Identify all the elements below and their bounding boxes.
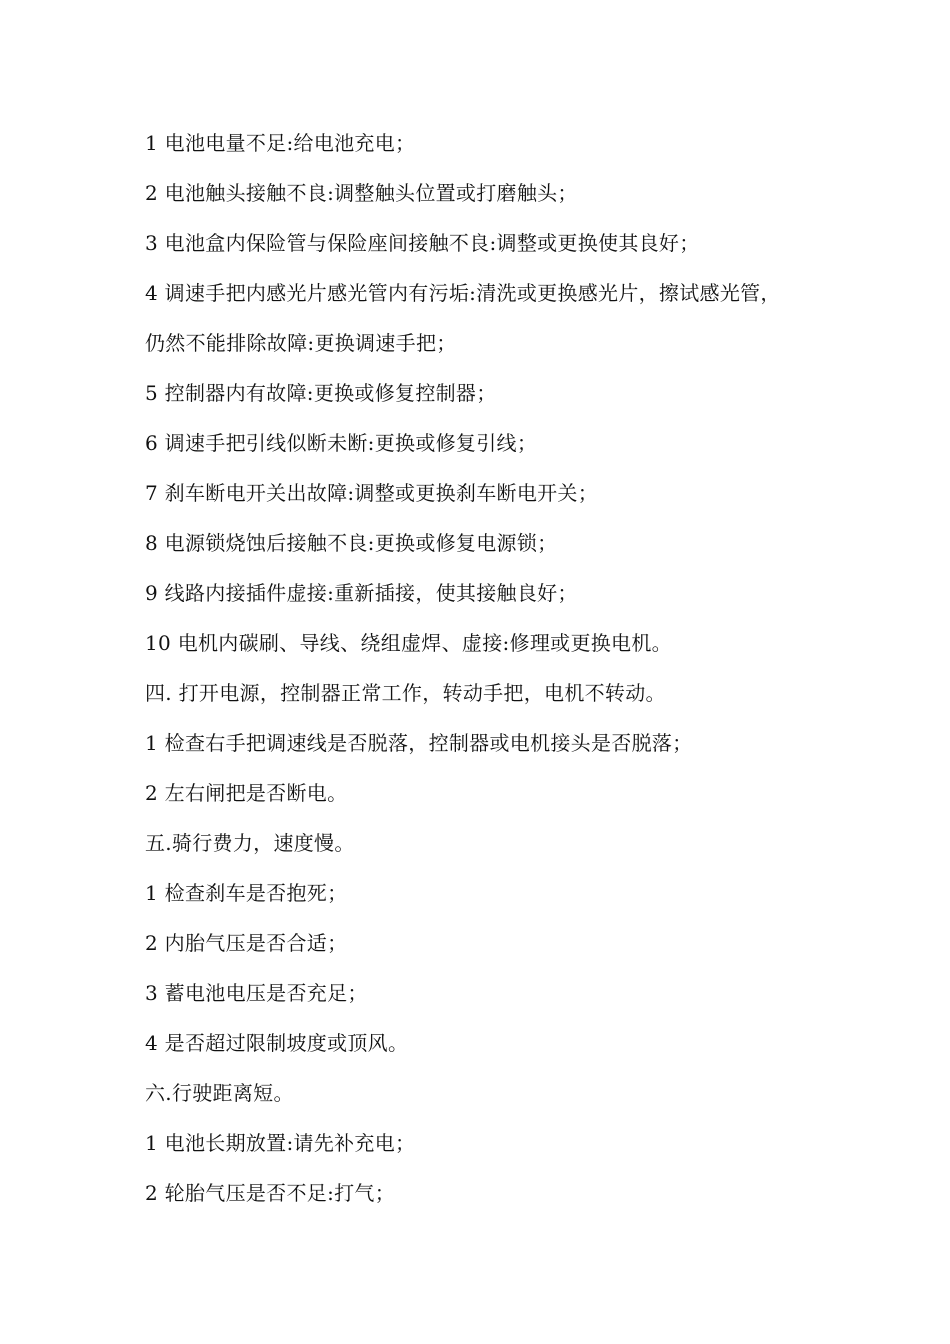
section-heading: 六.行驶距离短。 (145, 1081, 294, 1105)
text-line: 9 线路内接插件虚接:重新插接，使其接触良好； (145, 581, 578, 605)
text-line: 1 电池电量不足:给电池充电； (145, 131, 416, 155)
text-line: 3 蓄电池电压是否充足； (145, 981, 368, 1005)
text-line: 2 电池触头接触不良:调整触头位置或打磨触头； (145, 181, 578, 205)
section-heading: 五.骑行费力，速度慢。 (145, 831, 355, 855)
text-line: 5 控制器内有故障:更换或修复控制器； (145, 381, 497, 405)
text-line: 2 轮胎气压是否不足:打气； (145, 1181, 396, 1205)
text-line: 10 电机内碳刷、导线、绕组虚焊、虚接:修理或更换电机。 (145, 631, 672, 655)
text-line: 7 刹车断电开关出故障:调整或更换刹车断电开关； (145, 481, 599, 505)
text-line: 3 电池盒内保险管与保险座间接触不良:调整或更换使其良好； (145, 231, 700, 255)
text-line: 1 电池长期放置:请先补充电； (145, 1131, 416, 1155)
text-line: 2 内胎气压是否合适； (145, 931, 348, 955)
section-heading: 四. 打开电源，控制器正常工作，转动手把，电机不转动。 (145, 681, 666, 705)
text-line: 2 左右闸把是否断电。 (145, 781, 348, 805)
document-body (145, 118, 845, 1218)
text-line: 6 调速手把引线似断未断:更换或修复引线； (145, 431, 538, 455)
text-line: 8 电源锁烧蚀后接触不良:更换或修复电源锁； (145, 531, 558, 555)
text-line: 1 检查右手把调速线是否脱落，控制器或电机接头是否脱落； (145, 731, 693, 755)
text-line: 4 调速手把内感光片感光管内有污垢:清洗或更换感光片，擦试感光管， (145, 281, 781, 305)
text-line: 4 是否超过限制坡度或顶风。 (145, 1031, 409, 1055)
text-line: 仍然不能排除故障:更换调速手把； (145, 331, 457, 355)
text-line: 1 检查刹车是否抱死； (145, 881, 348, 905)
